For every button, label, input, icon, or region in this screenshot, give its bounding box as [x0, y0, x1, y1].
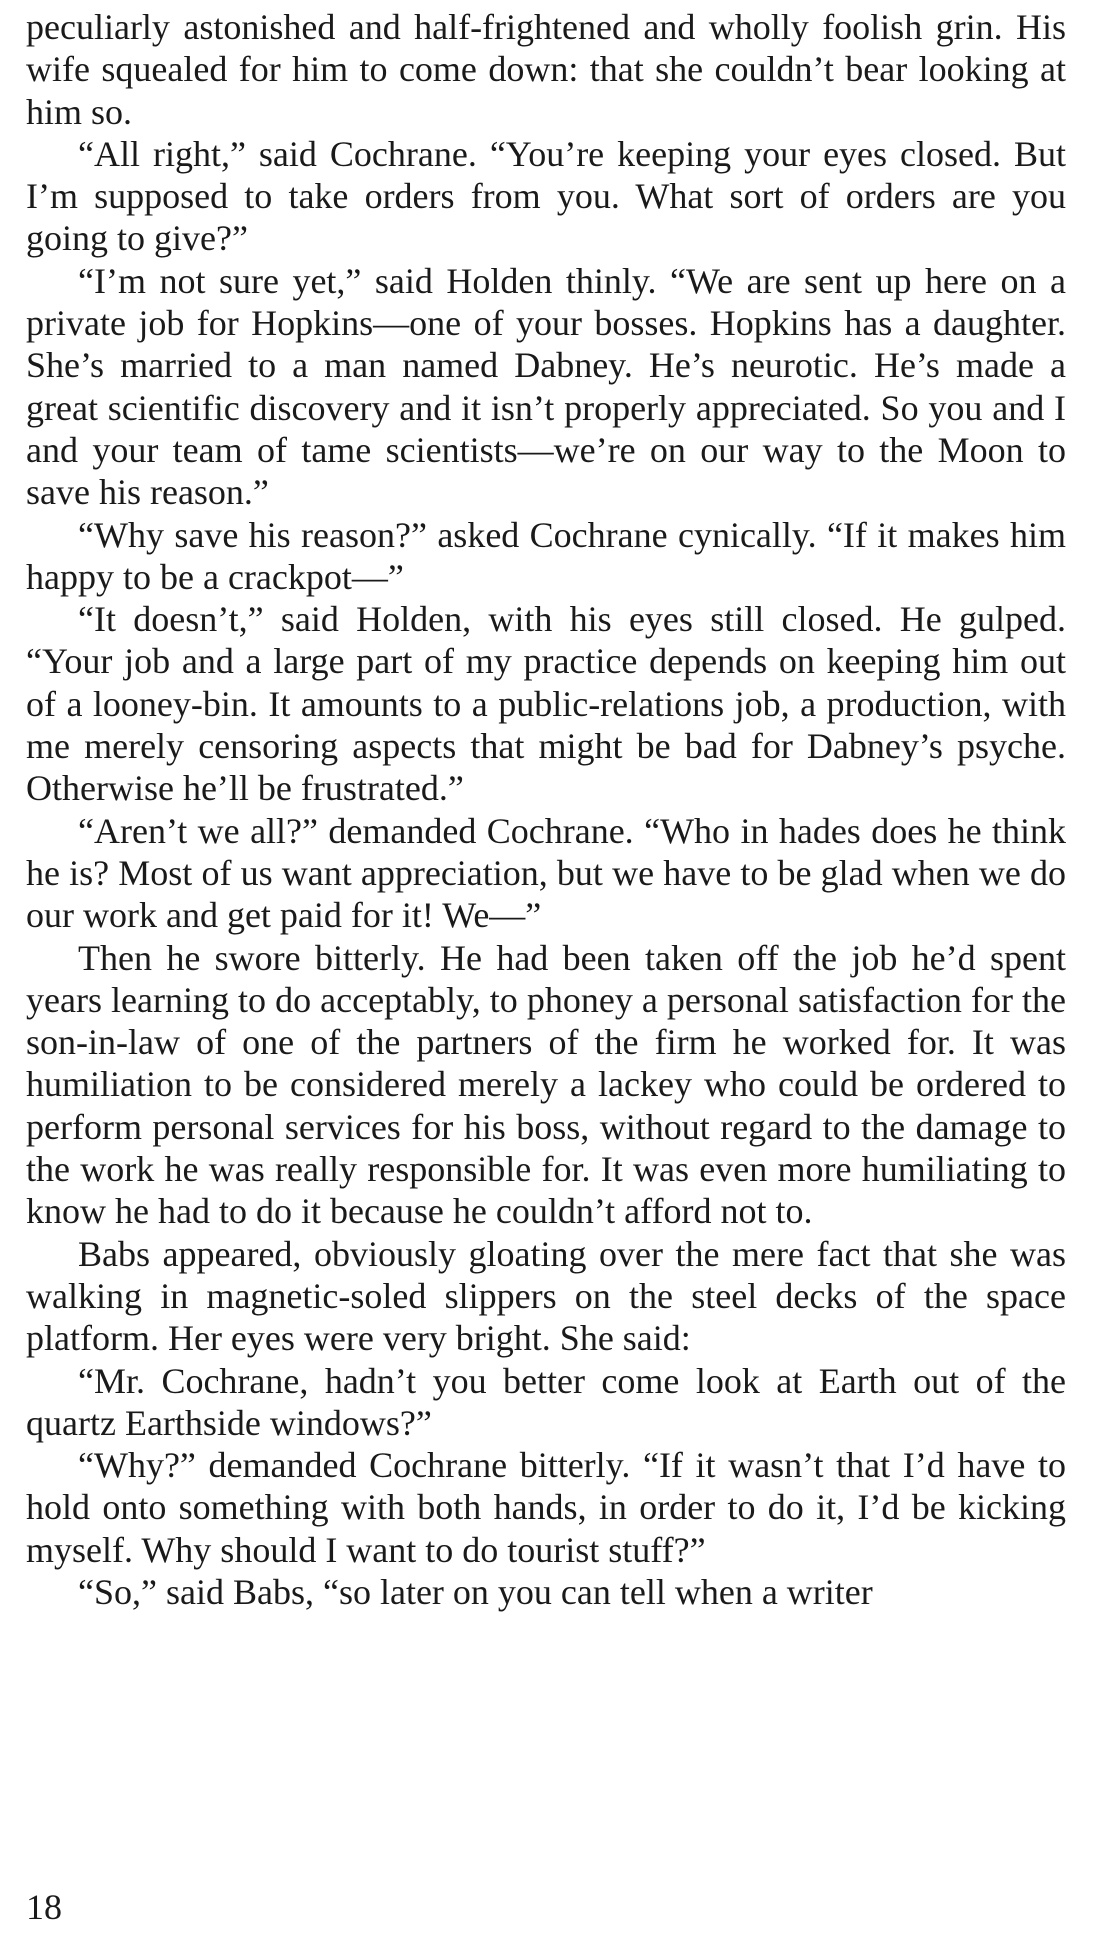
page-body: [26, 6, 1066, 1613]
paragraph-7: Then he swore bitterly. He had been taken off the job he’d spent years learning to do acceptably, to phoney a personal satisfaction for the son-in-law of one of the partners of the firm he worked for. It was humiliation to be considered merely a lackey who could be ordered to perform personal services for his boss, without regard to the damage to the work he was really responsible for. It was even more humiliating to know he had to do it because he couldn’t afford not to.: [26, 937, 1066, 1232]
paragraph-5: “It doesn’t,” said Holden, with his eyes still closed. He gulped. “Your job and a large part of my practice depends on keeping him out of a looney-bin. It amounts to a public-relations job, a production, with me merely censoring aspects that might be bad for Dabney’s psyche. Otherwise he’ll be frustrated.”: [26, 599, 1066, 809]
paragraph-9: “Mr. Cochrane, hadn’t you better come look at Earth out of the quartz Earthside windows?”: [26, 1360, 1066, 1443]
paragraph-6: “Aren’t we all?” demanded Cochrane. “Who in hades does he think he is? Most of us want appreciation, but we have to be glad when we do our work and get paid for it! We—”: [26, 810, 1066, 936]
paragraph-1: peculiarly astonished and half-frightened and wholly foolish grin. His wife squealed for him to come down: that she couldn’t bear looking at him so.: [26, 7, 1066, 132]
paragraph-2: “All right,” said Cochrane. “You’re keeping your eyes closed. But I’m supposed to take orders from you. What sort of orders are you going to give?”: [26, 133, 1066, 259]
paragraph-3: “I’m not sure yet,” said Holden thinly. “We are sent up here on a private job for Hopkins—one of your bosses. Hopkins has a daughter. She’s married to a man named Dabney. He’s neurotic. He’s made a great scientific discovery and it isn’t properly appreciated. So you and I and your team of tame scientists—we’re on our way to the Moon to save his reason.”: [26, 260, 1066, 513]
page-number: 18: [26, 1887, 62, 1927]
paragraph-11: “So,” said Babs, “so later on you can tell when a writer: [78, 1571, 873, 1612]
paragraph-4: “Why save his reason?” asked Cochrane cynically. “If it makes him happy to be a crackpot—”: [26, 514, 1066, 597]
paragraph-10: “Why?” demanded Cochrane bitterly. “If it wasn’t that I’d have to hold onto something with both hands, in order to do it, I’d be kicking myself. Why should I want to do tourist stuff?”: [26, 1445, 1066, 1570]
paragraph-8: Babs appeared, obviously gloating over the mere fact that she was walking in magnetic-soled slippers on the steel decks of the space platform. Her eyes were very bright. She said:: [26, 1233, 1066, 1359]
